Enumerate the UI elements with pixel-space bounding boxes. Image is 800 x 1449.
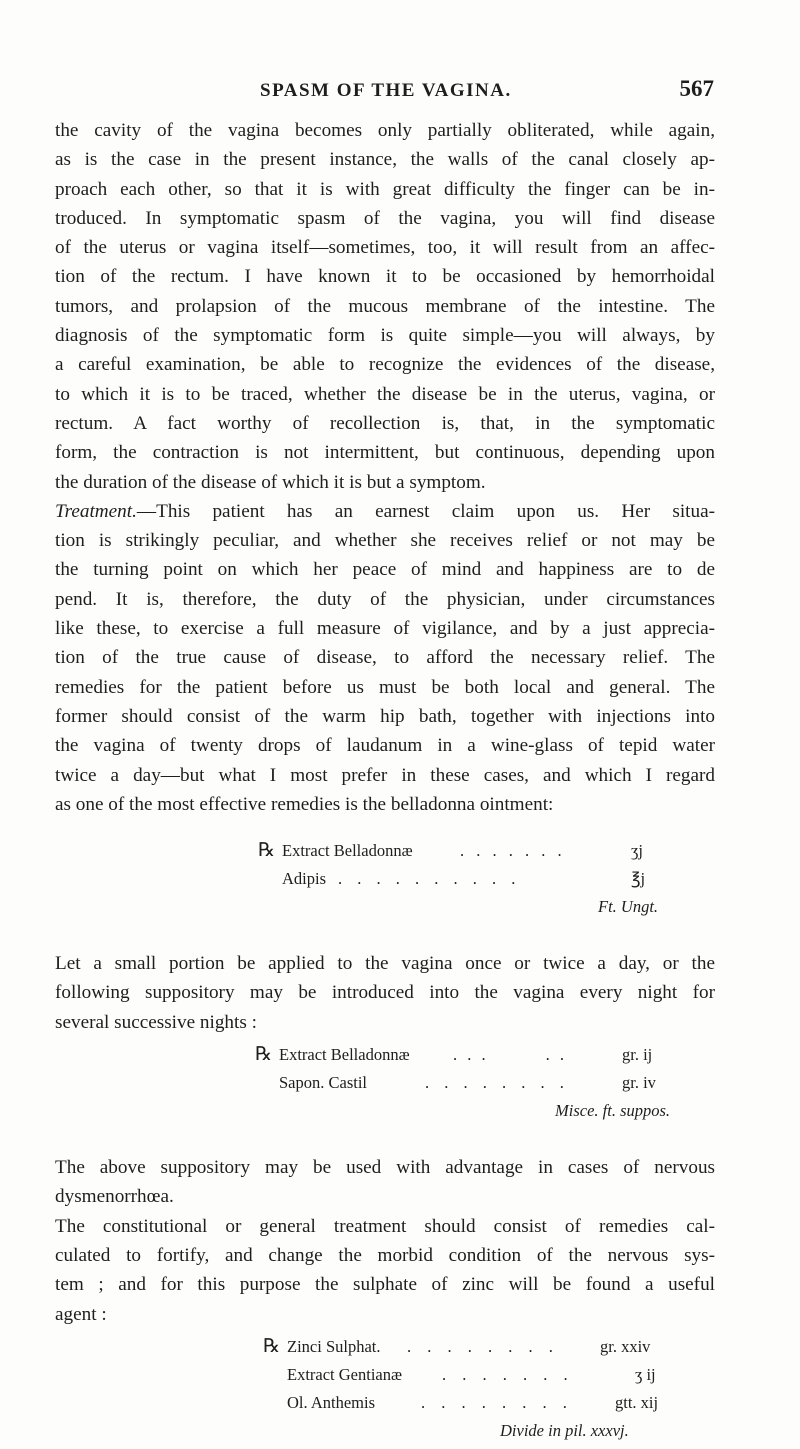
text-line: twice a day—but what I most prefer in these cases, and which I regard <box>55 764 715 786</box>
prescription-row <box>55 1337 715 1365</box>
paragraph-constitutional-treatment <box>55 1212 715 1329</box>
text-line: a careful examination, be able to recognize the evidences of the disease, <box>55 354 715 376</box>
ingredient-quantity: ℥j <box>631 869 646 889</box>
ingredient-name: Extract Belladonnæ <box>279 1045 410 1065</box>
prescription-suppository <box>55 1045 715 1129</box>
ingredient-name: Zinci Sulphat. <box>287 1336 381 1356</box>
text-line: The constitutional or general treatment should consist of remedies cal- <box>55 1215 715 1237</box>
text-line: diagnosis of the symptomatic form is quite simple—you will always, by <box>55 325 715 347</box>
page-number: 567 <box>679 76 714 101</box>
prescription-row <box>55 1073 715 1101</box>
text-line: tion of the rectum. I have known it to be occasioned by hemorrhoidal <box>55 266 715 288</box>
text-line: as one of the most effective remedies is the belladonna ointment: <box>55 793 554 815</box>
prescription-row <box>55 1365 715 1393</box>
ingredient-quantity: gr. ij <box>622 1045 653 1065</box>
text-line: dysmenorrhœa. <box>55 1186 174 1208</box>
leader-dots: . . . . . . . <box>460 841 566 861</box>
text-line: the cavity of the vagina becomes only partially obliterated, while again, <box>55 120 715 141</box>
text-line: tumors, and prolapsion of the mucous membrane of the intestine. The <box>55 295 715 317</box>
ingredient-quantity: ʒj <box>631 841 643 861</box>
text-line: remedies for the patient before us must be both local and general. The <box>55 676 715 698</box>
treatment-heading: Treatment. <box>55 500 137 522</box>
paragraph-treatment <box>55 497 715 819</box>
direction-text: Divide in pil. xxxvj. <box>500 1420 629 1440</box>
text-line: culated to fortify, and change the morbid condition of the nervous sys- <box>55 1244 715 1266</box>
text-line: following suppository may be introduced into the vagina every night for <box>55 982 715 1004</box>
running-title: SPASM OF THE VAGINA. <box>260 80 512 101</box>
ingredient-quantity: gr. iv <box>622 1073 656 1093</box>
leader-dots: . . . . . . . . <box>407 1336 559 1356</box>
text-line: of the uterus or vagina itself—sometimes, too, it will result from an affec- <box>55 237 715 259</box>
text-line: to which it is to be traced, whether the disease be in the uterus, vagina, or <box>55 383 715 405</box>
text-line: tion is strikingly peculiar, and whether she receives relief or not may be <box>55 530 715 552</box>
text-line: as is the case in the present instance, the walls of the canal closely ap- <box>55 149 715 171</box>
text-line: Let a small portion be applied to the vagina once or twice a day, or the <box>55 953 715 975</box>
text-line: several successive nights : <box>55 1011 257 1033</box>
leader-dots: . . . . . <box>453 1045 567 1065</box>
text-line: rectum. A fact worthy of recollection is, that, in the symptomatic <box>55 412 715 434</box>
recipe-symbol: ℞ <box>263 1335 281 1357</box>
prescription-zinc-pills <box>55 1337 715 1449</box>
direction-text: Misce. ft. suppos. <box>555 1101 671 1121</box>
ingredient-quantity: gr. xxiv <box>600 1336 651 1356</box>
ingredient-name: Sapon. Castil <box>279 1073 368 1093</box>
text-line: pend. It is, therefore, the duty of the physician, under circumstances <box>55 588 715 610</box>
direction-text: Ft. Ungt. <box>598 897 659 917</box>
prescription-direction <box>55 1101 715 1129</box>
paragraph-symptomatic-spasm <box>55 116 715 497</box>
prescription-direction <box>55 1421 715 1449</box>
text-line: the vagina of twenty drops of laudanum in a wine-glass of tepid water <box>55 735 715 757</box>
paragraph-dysmenorrhoea <box>55 1153 715 1212</box>
text-line: form, the contraction is not intermittent, but continuous, depending upon <box>55 442 715 464</box>
ingredient-quantity: ʒ ij <box>635 1364 656 1384</box>
ingredient-name: Adipis <box>282 869 327 889</box>
text-line: tion of the true cause of disease, to afford the necessary relief. The <box>55 647 715 669</box>
page-header <box>0 76 800 110</box>
prescription-row <box>55 841 715 869</box>
text-line: The above suppository may be used with advantage in cases of nervous <box>55 1157 715 1179</box>
text-line: like these, to exercise a full measure of vigilance, and by a just apprecia- <box>55 618 715 640</box>
leader-dots: . . . . . . . . <box>425 1073 570 1093</box>
leader-dots: . . . . . . . . . . <box>338 869 521 889</box>
page-body <box>55 116 715 1449</box>
ingredient-name: Extract Belladonnæ <box>282 841 413 861</box>
text-line: agent : <box>55 1303 107 1325</box>
text-line: tem ; and for this purpose the sulphate of zinc will be found a useful <box>55 1274 715 1296</box>
text-line: troduced. In symptomatic spasm of the vagina, you will find disease <box>55 207 715 229</box>
text-line: the duration of the disease of which it is but a symptom. <box>55 471 486 493</box>
prescription-row <box>55 869 715 897</box>
ingredient-name: Extract Gentianæ <box>287 1364 403 1384</box>
text-line <box>55 497 715 526</box>
paragraph-suppository <box>55 949 715 1037</box>
text-line: former should consist of the warm hip bath, together with injections into <box>55 705 715 727</box>
recipe-symbol: ℞ <box>258 840 276 862</box>
leader-dots: . . . . . . . . <box>421 1392 573 1412</box>
ingredient-quantity: gtt. xij <box>615 1392 659 1412</box>
prescription-ointment <box>55 841 715 925</box>
treatment-text: —This patient has an earnest claim upon us. Her situa- <box>136 500 715 522</box>
prescription-direction <box>55 897 715 925</box>
text-line: proach each other, so that it is with great difficulty the finger can be in- <box>55 178 715 200</box>
prescription-row <box>55 1393 715 1421</box>
text-line: the turning point on which her peace of mind and happiness are to de <box>55 559 715 581</box>
recipe-symbol: ℞ <box>255 1044 273 1066</box>
prescription-row <box>55 1045 715 1073</box>
ingredient-name: Ol. Anthemis <box>287 1392 376 1412</box>
leader-dots: . . . . . . . <box>442 1364 574 1384</box>
